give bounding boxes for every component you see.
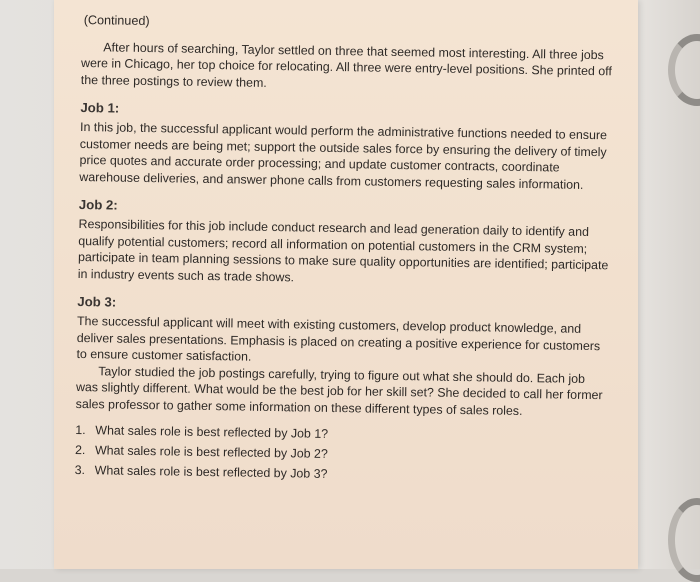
job-1-heading: Job 1: <box>80 100 120 116</box>
binder-edge <box>638 0 700 569</box>
continued-label: (Continued) <box>83 13 150 29</box>
job-2-heading: Job 2: <box>78 197 118 213</box>
job-3-heading: Job 3: <box>77 294 117 310</box>
question-list <box>75 422 608 486</box>
question-text: What sales role is best reflected by Job 3? <box>94 462 328 481</box>
question-number: 3. <box>74 462 86 477</box>
question-text: What sales role is best reflected by Job 1? <box>95 423 329 442</box>
binder-ring-icon <box>668 498 700 582</box>
job-3-description: The successful applicant will meet with existing customers, develop product knowledge, and deliver sales presentations. Emphasis is placed on creating a positive experience for customers to ensure customer satisfaction. <box>76 313 601 364</box>
closing-paragraph: Taylor studied the job postings carefully, trying to figure out what she should do. Each job was slightly different. What would be the best job for her skill set? She decided to call her former sales professor to gather some information on these different types of sales roles. <box>75 363 603 418</box>
document-page <box>75 6 614 490</box>
intro-paragraph: After hours of searching, Taylor settled on three that seemed most interesting. All three jobs were in Chicago, her top choice for relocating. All three were entry-level positions. She printed off the three postings to review them. <box>80 39 612 90</box>
job-2-description: Responsibilities for this job include conduct research and lead generation daily to identify and qualify potential customers; record all information on potential customers in the CRM system; participate in team planning sessions to make sure quality opportunities are identified; participate in industry events such as trade shows. <box>77 216 609 285</box>
binder-ring-icon <box>668 34 700 106</box>
question-number: 2. <box>74 443 86 458</box>
question-text: What sales role is best reflected by Job 2? <box>94 443 328 461</box>
question-number: 1. <box>75 423 86 438</box>
job-1-description: In this job, the successful applicant would perform the administrative functions needed to ensure customer needs are being met; support the outside sales force by ensuring the delivery of timely price quotes and accurate order processing; and update customer contracts, coordinate warehouse deliveries, and answer phone calls from customers requesting sales information. <box>79 119 608 192</box>
